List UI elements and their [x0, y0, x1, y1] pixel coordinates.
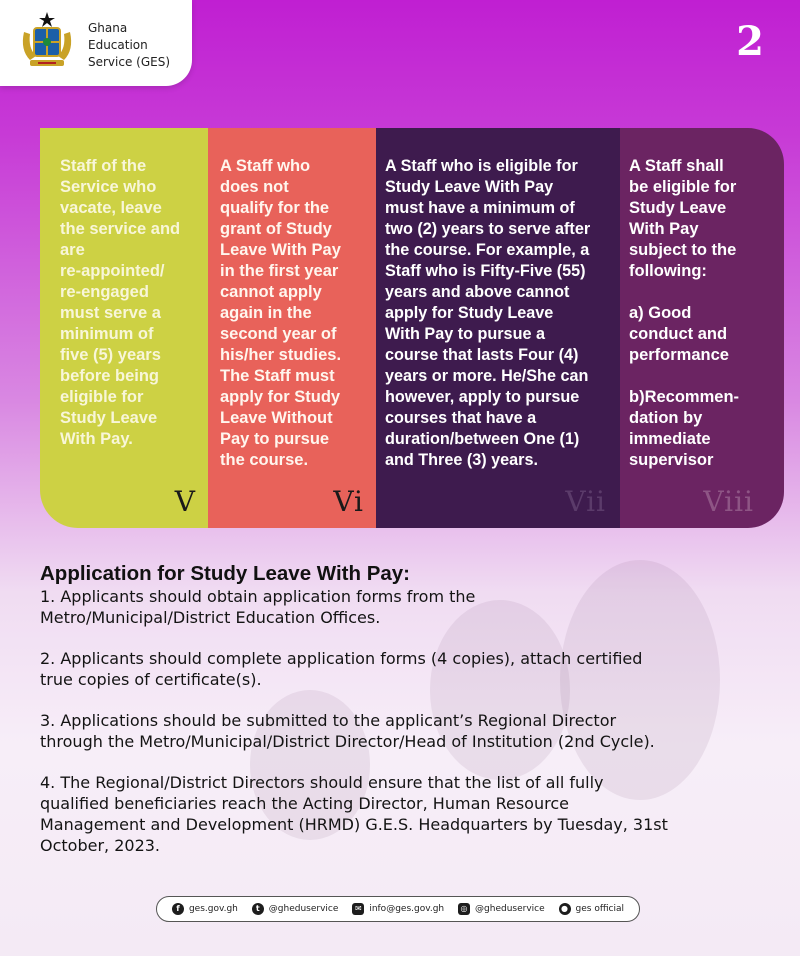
column-vi	[208, 128, 376, 528]
facebook-icon: f	[172, 903, 184, 915]
roman-numeral: Vi	[333, 485, 364, 518]
social-link-website[interactable]	[559, 903, 624, 915]
social-link-label: @gheduservice	[268, 904, 339, 914]
application-step: 2. Applicants should complete application forms (4 copies), attach certified true copies of certificate(s).	[40, 649, 643, 689]
roman-numeral: V	[174, 485, 196, 518]
column-text: A Staff who does not qualify for the grant of Study Leave With Pay in the first year cannot apply again in the second year of his/her studies. The Staff must apply for Study Leave Without Pay to pursue the course.	[220, 157, 342, 469]
application-heading: Application for Study Leave With Pay:	[40, 562, 411, 585]
social-link-label: ges official	[575, 904, 625, 914]
column-text: A Staff shall be eligible for Study Leave With Pay subject to the following: a) Good conduct and performance b)Recommen- dation by immediate supervisor	[629, 157, 740, 469]
social-link-label: @gheduservice	[475, 904, 545, 914]
social-link-facebook[interactable]	[172, 903, 238, 915]
email-icon: ✉	[352, 903, 364, 915]
social-link-twitter[interactable]	[252, 903, 339, 915]
social-link-instagram[interactable]	[458, 903, 545, 915]
header-card	[0, 0, 192, 86]
social-links-bar	[156, 896, 640, 922]
application-step: 3. Applications should be submitted to the applicant’s Regional Director through the Metro/Municipal/District Director/Head of Institution (2nd Cycle).	[40, 711, 655, 751]
instagram-icon: ◎	[458, 903, 470, 915]
ghana-coat-of-arms-logo	[16, 10, 78, 72]
column-v	[40, 128, 208, 528]
column-text: A Staff who is eligible for Study Leave With Pay must have a minimum of two (2) years to serve after the course. For example, a Staff who is Fifty-Five (55) years and above cannot apply for Study Leave With Pay to pursue a course that lasts Four (4) years or more. He/She can however, apply to pursue courses that have a duration/between One (1) and Three (3) years.	[385, 157, 591, 469]
social-link-label: info@ges.gov.gh	[369, 904, 445, 914]
application-step: 1. Applicants should obtain application forms from the Metro/Municipal/District Education Offices.	[40, 587, 476, 627]
website-icon: ●	[559, 903, 571, 915]
organization-name: Ghana Education Service (GES)	[88, 21, 171, 69]
column-vii	[376, 128, 620, 528]
eligibility-columns	[40, 128, 784, 528]
column-text: Staff of the Service who vacate, leave the service and are re-appointed/ re-engaged must serve a minimum of five (5) years before being eligible for Study Leave With Pay.	[60, 157, 181, 448]
roman-numeral: Vii	[565, 485, 606, 518]
application-section	[40, 562, 770, 876]
roman-numeral: Viii	[703, 485, 754, 518]
page-number: 2	[736, 18, 764, 65]
twitter-icon: t	[252, 903, 264, 915]
social-link-email[interactable]	[352, 903, 444, 915]
column-viii	[620, 128, 784, 528]
application-step: 4. The Regional/District Directors should ensure that the list of all fully qualified beneficiaries reach the Acting Director, Human Resource Management and Development (HRMD) G.E.S. Headquarters by Tuesday, 31st October, 2023.	[40, 773, 668, 855]
social-link-label: ges.gov.gh	[188, 904, 238, 914]
